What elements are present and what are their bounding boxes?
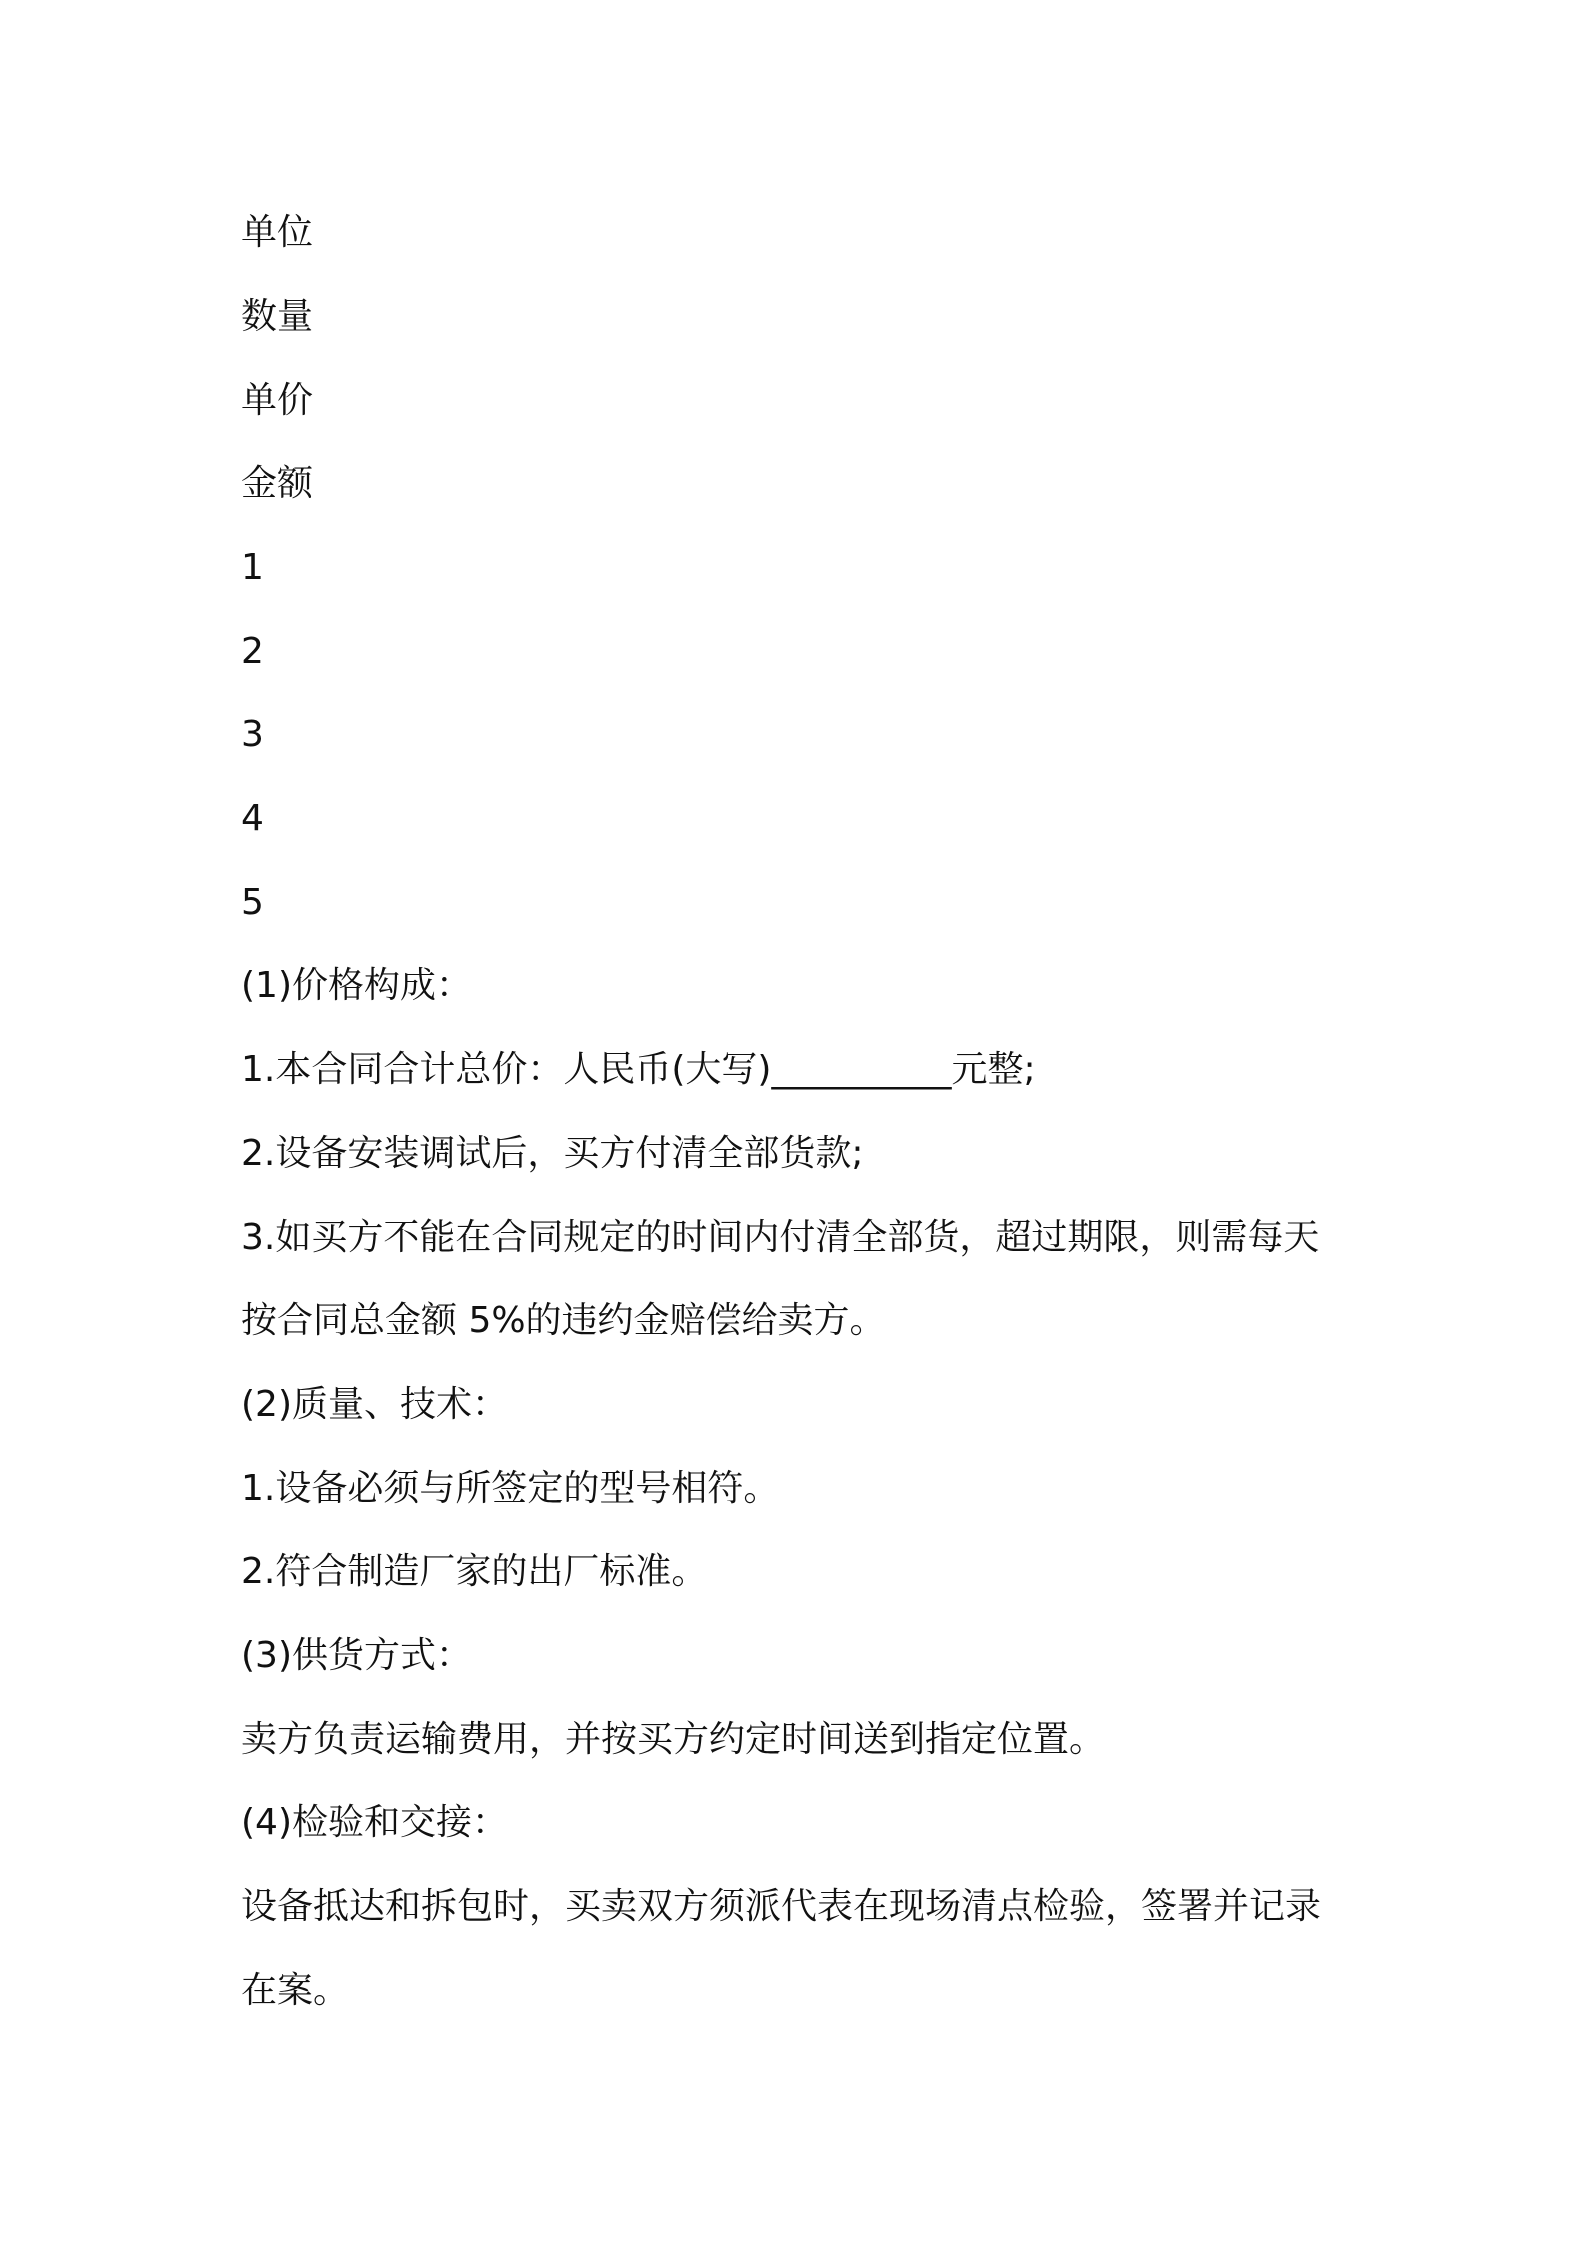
table-header-amount: 金额 <box>241 463 314 505</box>
section-price-composition: (1)价格构成： <box>241 965 472 1007</box>
row-number-5: 5 <box>241 881 264 923</box>
clause-payment-after-installation: 2.设备安装调试后，买方付清全部货款; <box>241 1132 864 1174</box>
clause-late-payment-penalty: 3.如买方不能在合同规定的时间内付清全部货，超过期限，则需每天 <box>241 1216 1320 1258</box>
clause-inspection-record: 设备抵达和拆包时，买卖双方须派代表在现场清点检验，签署并记录 <box>241 1886 1322 1927</box>
row-number-4: 4 <box>241 798 264 840</box>
section-supply-method: (3)供货方式： <box>241 1634 472 1676</box>
clause-model-conformance: 1.设备必须与所签定的型号相符。 <box>241 1467 780 1509</box>
document-body <box>241 191 1351 2032</box>
clause-factory-standard: 2.符合制造厂家的出厂标准。 <box>241 1551 708 1593</box>
section-inspection-handover: (4)检验和交接： <box>241 1802 508 1844</box>
clause-transport-delivery: 卖方负责运输费用，并按买方约定时间送到指定位置。 <box>241 1718 1106 1760</box>
row-number-2: 2 <box>241 630 264 672</box>
clause-total-price: 1.本合同合计总价：人民币(大写)__________元整; <box>241 1049 1036 1091</box>
section-quality-technical: (2)质量、技术： <box>241 1383 508 1425</box>
table-header-unit: 单位 <box>241 212 314 254</box>
row-number-3: 3 <box>241 714 264 756</box>
row-number-1: 1 <box>241 547 264 588</box>
clause-inspection-record-continued: 在案。 <box>241 1969 350 2011</box>
table-header-unit-price: 单价 <box>241 379 314 421</box>
clause-late-payment-penalty-continued: 按合同总金额 5%的违约金赔偿给卖方。 <box>241 1300 886 1342</box>
table-header-quantity: 数量 <box>241 295 314 337</box>
